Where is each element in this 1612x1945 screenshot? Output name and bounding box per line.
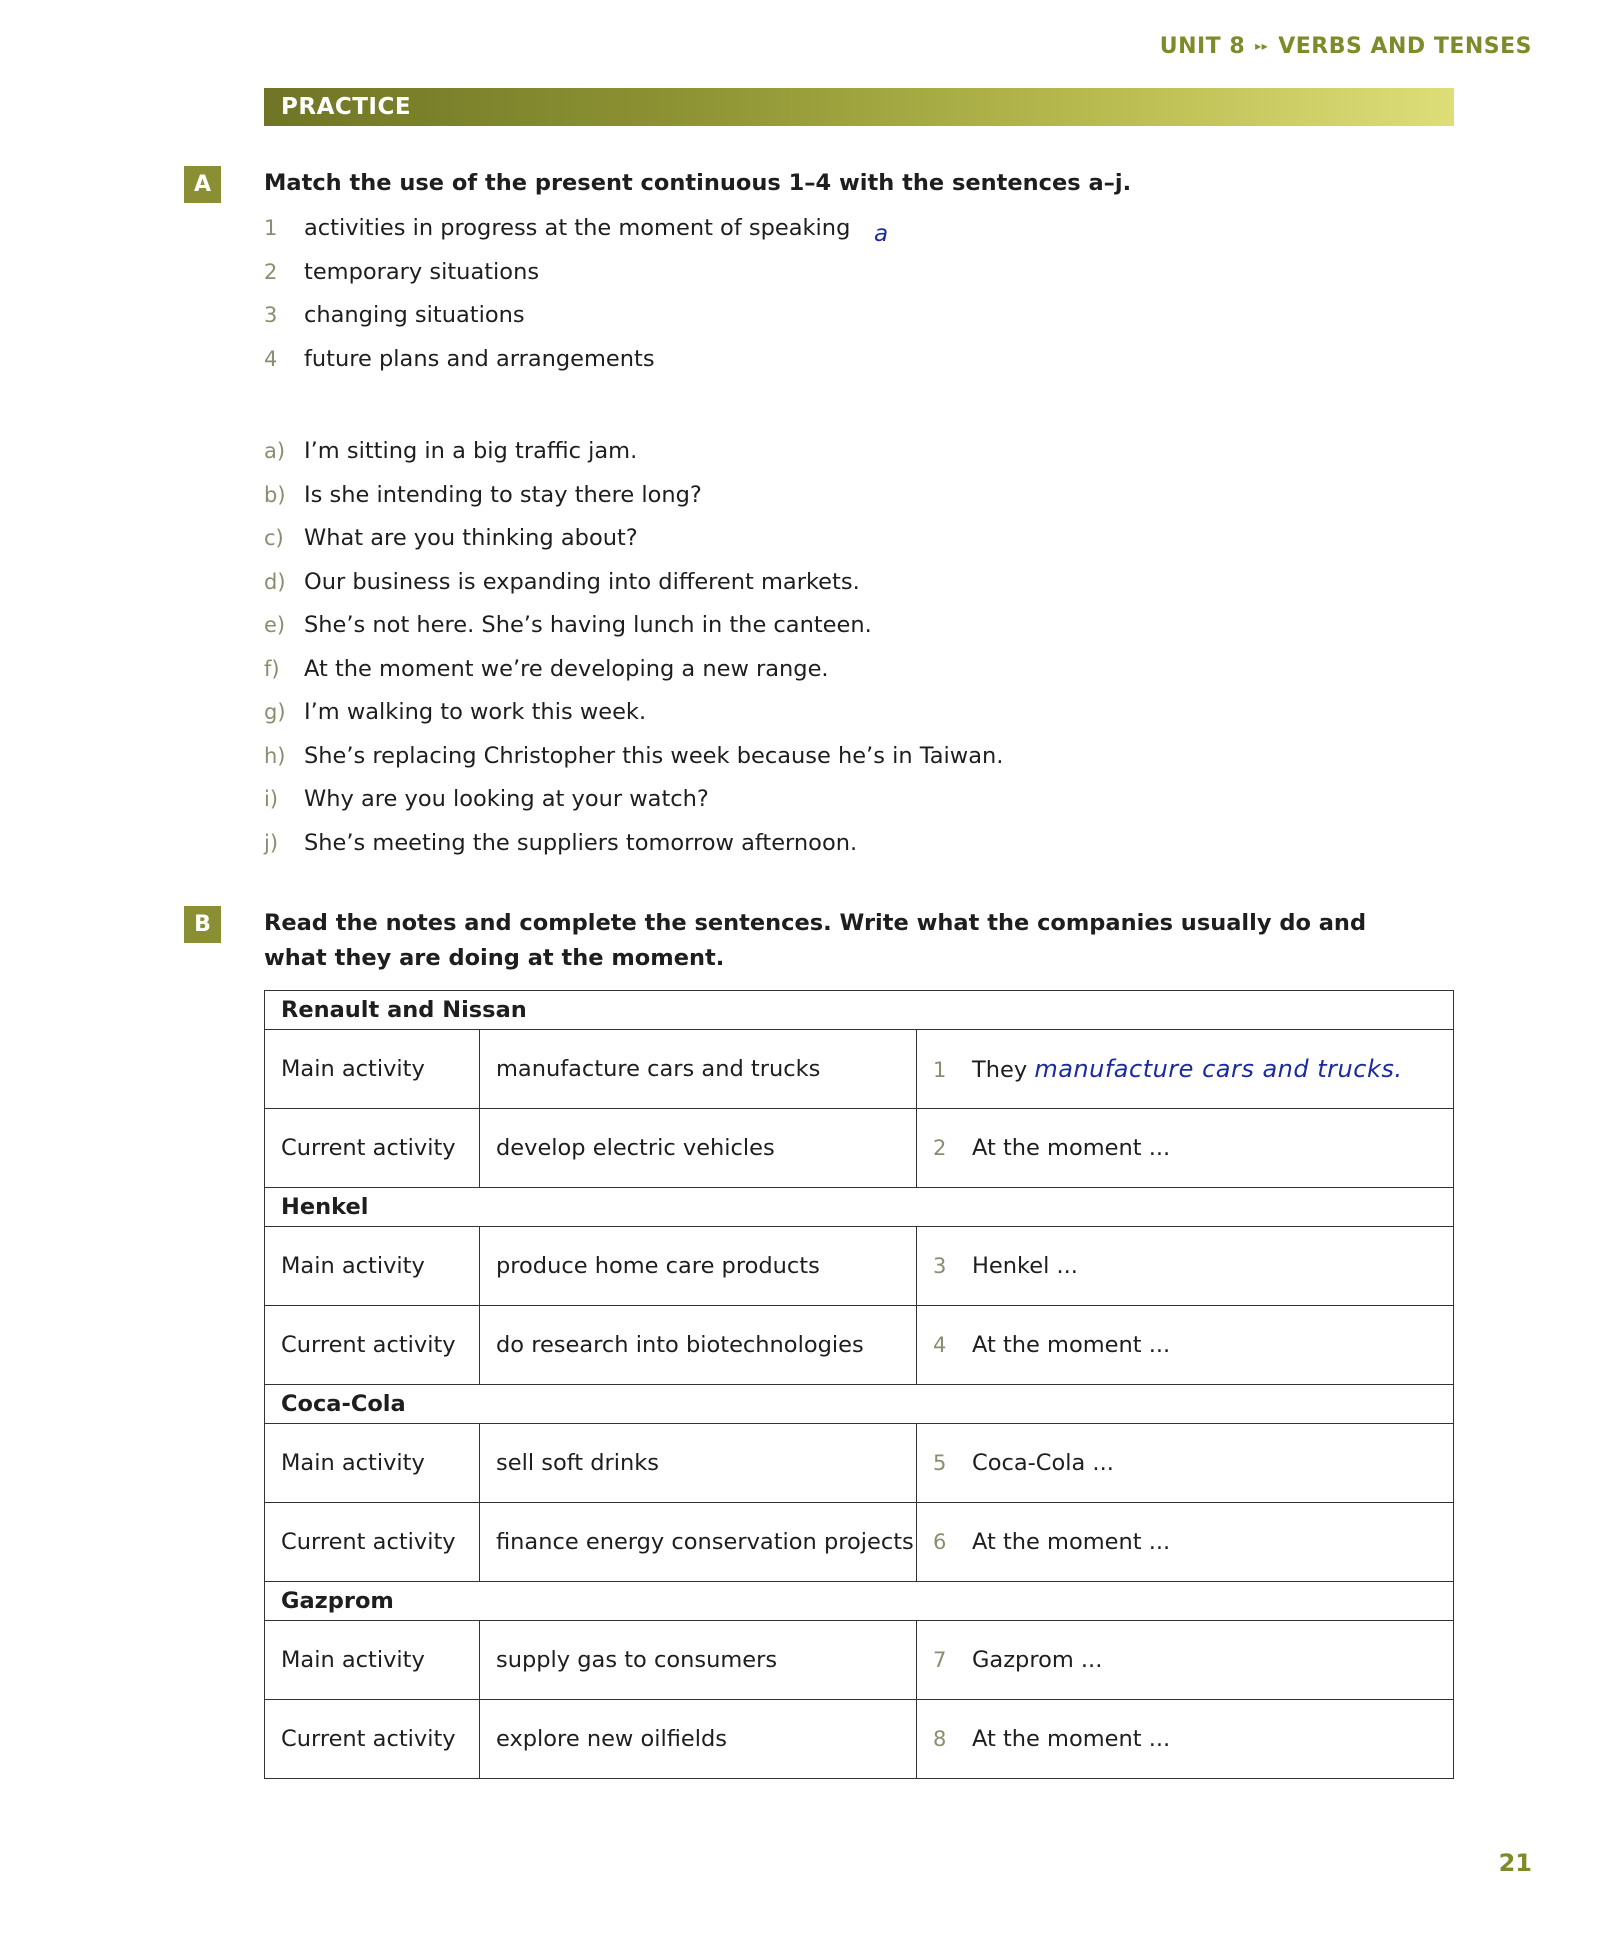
table-row xyxy=(265,1306,1454,1385)
list-item: 2 temporary situations xyxy=(264,258,540,285)
list-item: a) I’m sitting in a big traffic jam. xyxy=(264,438,638,464)
unit-label: UNIT 8 xyxy=(1159,34,1246,59)
activity-note: sell soft drinks xyxy=(480,1424,917,1503)
unit-topic: VERBS AND TENSES xyxy=(1278,34,1532,59)
company-header-row xyxy=(265,1385,1454,1424)
company-activities-table xyxy=(264,990,1454,1779)
practice-title: PRACTICE xyxy=(281,94,412,120)
table-row xyxy=(265,1503,1454,1582)
answer-cell: 8 At the moment ... xyxy=(917,1700,1454,1779)
answer-cell: 3 Henkel ... xyxy=(917,1227,1454,1306)
table-row xyxy=(265,1424,1454,1503)
activity-note: explore new oilfields xyxy=(480,1700,917,1779)
activity-note: manufacture cars and trucks xyxy=(480,1030,917,1109)
exercise-a-instruction: Match the use of the present continuous 1–4 with the sentences a–j. xyxy=(264,170,1132,196)
list-item: j) She’s meeting the suppliers tomorrow afternoon. xyxy=(264,829,858,856)
list-item: 3 changing situations xyxy=(264,302,525,328)
table-row xyxy=(265,1700,1454,1779)
uses-list xyxy=(264,215,850,389)
page-number: 21 xyxy=(1498,1849,1532,1877)
arrows-icon: ▸▸ xyxy=(1255,39,1269,53)
exercise-b-instruction: Read the notes and complete the sentences. Write what the companies usually do and what they are doing at the moment. xyxy=(264,910,1367,971)
list-item: e) She’s not here. She’s having lunch in the canteen. xyxy=(264,612,872,638)
list-item: d) Our business is expanding into different markets. xyxy=(264,568,860,595)
table-row xyxy=(265,1109,1454,1188)
list-item: i) Why are you looking at your watch? xyxy=(264,786,709,812)
activity-note: do research into biotechnologies xyxy=(480,1306,917,1385)
list-item: c) What are you thinking about? xyxy=(264,525,638,551)
company-name: Renault and Nissan xyxy=(265,991,1454,1030)
activity-label: Main activity xyxy=(265,1030,480,1109)
activity-note: develop electric vehicles xyxy=(480,1109,917,1188)
unit-header xyxy=(1160,34,1532,59)
answer-cell: 1 They manufacture cars and trucks. xyxy=(917,1030,1454,1109)
list-item: f) At the moment we’re developing a new range. xyxy=(264,655,829,682)
activity-label: Main activity xyxy=(265,1424,480,1503)
answer-cell: 2 At the moment ... xyxy=(917,1109,1454,1188)
activity-label: Current activity xyxy=(265,1700,480,1779)
table-row xyxy=(265,1030,1454,1109)
answer-cell: 5 Coca-Cola ... xyxy=(917,1424,1454,1503)
exercise-b-badge: B xyxy=(184,906,221,943)
table-row xyxy=(265,1621,1454,1700)
answer-cell: 7 Gazprom ... xyxy=(917,1621,1454,1700)
company-header-row xyxy=(265,1188,1454,1227)
activity-note: produce home care products xyxy=(480,1227,917,1306)
company-header-row xyxy=(265,1582,1454,1621)
exercise-a-badge: A xyxy=(184,166,221,203)
answer-cell: 4 At the moment ... xyxy=(917,1306,1454,1385)
activity-label: Main activity xyxy=(265,1227,480,1306)
list-item: h) She’s replacing Christopher this week because he’s in Taiwan. xyxy=(264,742,1004,769)
list-item: b) Is she intending to stay there long? xyxy=(264,481,702,508)
handwritten-answer-1: a xyxy=(874,221,889,247)
list-item: g) I’m walking to work this week. xyxy=(264,699,647,725)
table-row xyxy=(265,1227,1454,1306)
answer-cell: 6 At the moment ... xyxy=(917,1503,1454,1582)
activity-note: finance energy conservation projects xyxy=(480,1503,917,1582)
activity-label: Main activity xyxy=(265,1621,480,1700)
activity-label: Current activity xyxy=(265,1306,480,1385)
list-item: 1 activities in progress at the moment of speaking xyxy=(264,215,851,241)
practice-banner xyxy=(264,88,1454,126)
company-name: Henkel xyxy=(265,1188,1454,1227)
activity-note: supply gas to consumers xyxy=(480,1621,917,1700)
company-name: Coca-Cola xyxy=(265,1385,1454,1424)
sentences-list xyxy=(264,438,1003,873)
company-header-row xyxy=(265,991,1454,1030)
company-name: Gazprom xyxy=(265,1582,1454,1621)
activity-label: Current activity xyxy=(265,1503,480,1582)
handwritten-answer: manufacture cars and trucks. xyxy=(1034,1055,1403,1083)
activity-label: Current activity xyxy=(265,1109,480,1188)
list-item: 4 future plans and arrangements xyxy=(264,345,655,372)
